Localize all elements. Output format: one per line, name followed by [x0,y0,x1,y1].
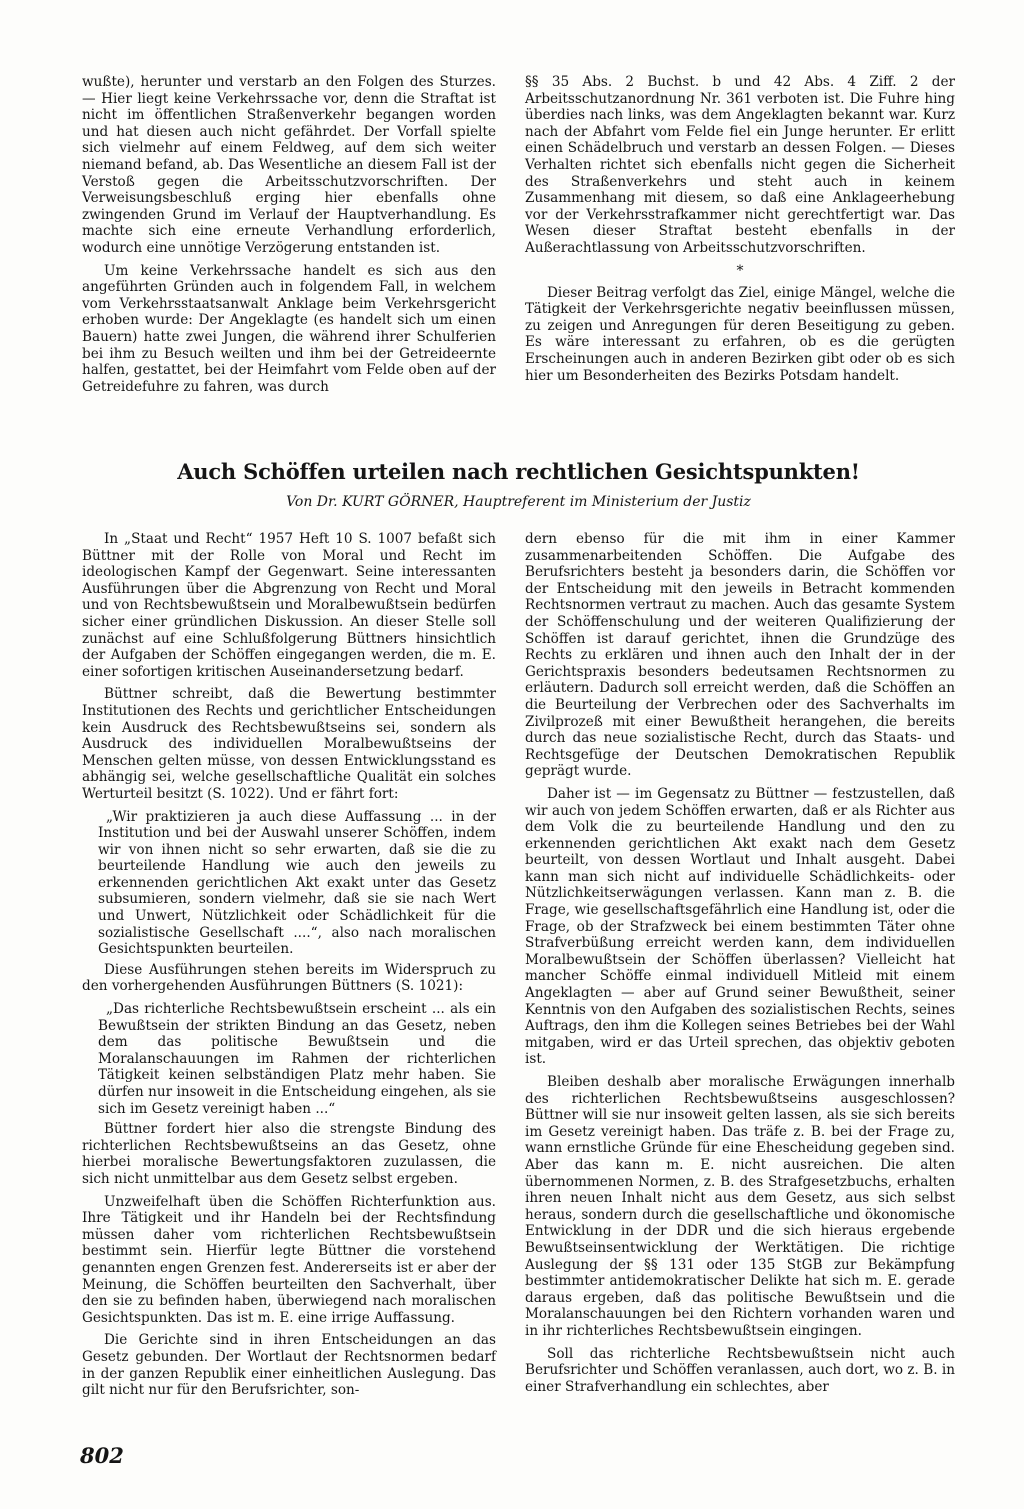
paragraph: Büttner fordert hier also die strengste Bindung des richterlichen Rechtsbewußtseins an das Gesetz, ohne hierbei moralische Bewertungsfaktoren zuzulassen, die sich nicht unmittelbar aus dem Gesetz selbst ergeben. [82,1121,496,1187]
block-quote: „Wir praktizieren ja auch diese Auffassung ... in der Institution und bei der Auswahl unserer Schöffen, indem wir von ihnen nicht so sehr erwarten, daß sie die zu beurteilende Handlung wie auch den jeweils zu erkennenden gerichtlichen Akt exakt unter das Gesetz subsumieren, sondern vielmehr, daß sie sie nach Wert und Unwert, Nützlichkeit oder Schädlichkeit für die sozialistische Gesellschaft ....“, also nach moralischen Gesichtspunkten beurteilen. [98,808,496,958]
paragraph: wußte), herunter und verstarb an den Folgen des Sturzes. — Hier liegt keine Verkehrssache vor, denn die Straftat ist nicht im öffentlichen Straßenverkehr begangen worden und hat diesen auch nicht gefährdet. Der Vorfall spielte sich vielmehr auf einem Feldweg, auf dem sich weiter niemand befand, ab. Das Wesentliche an diesem Fall ist der Verstoß gegen die Arbeitsschutzvorschriften. Der Verweisungsbeschluß erging hier ebenfalls ohne zwingenden Grund im Verlauf der Hauptverhandlung. Es machte sich eine erneute Verhandlung erforderlich, wodurch eine unnötige Verzögerung entstanden ist. [82,74,496,256]
article-byline: Von Dr. KURT GÖRNER, Hauptreferent im Ministerium der Justiz [286,494,751,510]
paragraph: Die Gerichte sind in ihren Entscheidungen an das Gesetz gebunden. Der Wortlaut der Rechtsnormen bedarf in der ganzen Republik einer einheitlichen Auslegung. Das gilt nicht nur für den Berufsrichter, son- [82,1332,496,1399]
top-right-column [525,74,955,390]
block-quote: „Das richterliche Rechtsbewußtsein erscheint ... als ein Bewußtsein der strikten Bindung an das Gesetz, neben dem das politische Bewußtsein und die Moralanschauungen im Rahmen der richterlichen Tätigkeit keinen selbständigen Platz mehr haben. Sie dürfen nur insoweit in die Entscheidung eingehen, als sie sich im Gesetz vereinigt haben ...“ [98,1001,496,1117]
section-separator: * [736,262,744,279]
paragraph: Daher ist — im Gegensatz zu Büttner — festzustellen, daß wir auch von jedem Schöffen erwarten, daß er als Richter aus dem Volk die zu beurteilende Handlung und den zu erkennenden gerichtlichen Akt exakt nach dem Gesetz beurteilt, von dessen Wortlaut und Inhalt ausgeht. Dabei kann man sich nicht auf individuelle Schädlichkeits- oder Nützlichkeitserwägungen verlassen. Kann man z. B. die Frage, wie gesellschaftsgefährlich eine Handlung ist, oder die Frage, ob der Strafzweck bei einem bestimmten Täter ohne Strafverbüßung erreicht werden kann, dem individuellen Moralbewußtsein der Schöffen überlassen? Vielleicht hat mancher Schöffe einmal individuell Mitleid mit einem Angeklagten — aber auf Grund seiner Bewußtheit, seiner Kenntnis von den Aufgaben des sozialistischen Rechts, seines Auftrags, den ihm die Kollegen seines Betriebes bei der Wahl mitgaben, wird er das Urteil sprechen, das objektiv geboten ist. [525,785,955,1068]
paragraph: Bleiben deshalb aber moralische Erwägungen innerhalb des richterlichen Rechtsbewußtseins ausgeschlossen? Büttner will sie nur insoweit gelten lassen, als sie sich bereits im Gesetz vereinigt haben. Das träfe z. B. bei der Frage zu, wann ernstliche Gründe für eine Ehescheidung gegeben sind. Aber das kann m. E. nicht ausreichen. Die alten übernommenen Normen, z. B. des Strafgesetzbuchs, erhalten ihren neuen Inhalt nicht aus dem Gesetz, aus sich selbst heraus, sondern durch die gesellschaftliche und ökonomische Entwicklung in der DDR und die sich hieraus ergebende Bewußtseinsentwicklung der Werktätigen. Die richtige Auslegung der §§ 131 oder 135 StGB zur Bekämpfung bestimmter antidemokratischer Delikte hat sich m. E. gerade daraus ergeben, daß das politische Bewußtsein und die Moralanschauungen bei den Richtern vorhanden waren und in ihr richterliches Rechtsbewußtsein eingingen. [525,1074,955,1339]
paragraph: Büttner schreibt, daß die Bewertung bestimmter Institutionen des Rechts und gerichtlicher Entscheidungen kein Ausdruck des Rechtsbewußtseins sei, sondern als Ausdruck des individuellen Moralbewußtseins der Menschen gelten müsse, von dessen Entwicklungsstand es abhängig sei, welche gesellschaftliche Qualität ein solches Werturteil besitzt (S. 1022). Und er fährt fort: [82,686,496,802]
paragraph: §§ 35 Abs. 2 Buchst. b und 42 Abs. 4 Ziff. 2 der Arbeitsschutzanordnung Nr. 361 verboten ist. Die Fuhre hing überdies nach links, was dem Angeklagten bekannt war. Kurz nach der Abfahrt vom Felde fiel ein Junge herunter. Er erlitt einen Schädelbruch und verstarb an dessen Folgen. — Dieses Verhalten richtet sich ebenfalls nicht gegen die Sicherheit des Straßenverkehrs und steht auch in keinem Zusammenhang mit diesem, so daß eine Anklageerhebung vor der Verkehrsstrafkammer nicht gerechtfertigt war. Das Wesen dieser Straftat besteht ebenfalls in der Außerachtlassung von Arbeitsschutzvorschriften. [525,74,955,256]
paragraph: Um keine Verkehrssache handelt es sich aus den angeführten Gründen auch in folgendem Fall, in welchem vom Verkehrsstaatsanwalt Anklage beim Verkehrsgericht erhoben wurde: Der Angeklagte (es handelt sich um einen Bauern) hatte zwei Jungen, die während ihrer Schulferien bei ihm zu Besuch weilten und ihm bei der Getreideernte halfen, gestattet, bei der Heimfahrt vom Felde oben auf der Getreidefuhre zu fahren, was durch [82,262,496,395]
paragraph: Soll das richterliche Rechtsbewußtsein nicht auch Berufsrichter und Schöffen veranlassen, auch dort, wo z. B. in einer Strafverhandlung ein schlechtes, aber [525,1345,955,1395]
article-left-column [82,531,496,1405]
paragraph: Diese Ausführungen stehen bereits im Widerspruch zu den vorhergehenden Ausführungen Büttners (S. 1021): [82,961,496,995]
paragraph: dern ebenso für die mit ihm in einer Kammer zusammenarbeitenden Schöffen. Die Aufgabe des Berufsrichters besteht ja besonders darin, die Schöffen vor der Entscheidung mit den jeweils in Betracht kommenden Rechtsnormen vertraut zu machen. Auch das gesamte System der Schöffenschulung und der weiteren Qualifizierung der Schöffen ist darauf gerichtet, ihnen die Grundzüge des Rechts zu erklären und ihnen auch den Inhalt der in der Gerichtspraxis besonders bedeutsamen Rechtsnormen zu erläutern. Dadurch soll erreicht werden, daß die Schöffen an die Beurteilung der Verbrechen oder des Sachverhalts im Zivilprozeß mit einer Bewußtheit herangehen, die bereits durch das neue sozialistische Recht, durch das Staats- und Rechtsgefüge der Deutschen Demokratischen Republik geprägt wurde. [525,531,955,780]
page-number: 802 [80,1443,124,1468]
top-left-column [82,74,496,401]
paragraph: Unzweifelhaft üben die Schöffen Richterfunktion aus. Ihre Tätigkeit und ihr Handeln bei der Rechtsfindung müssen daher vom richterlichen Rechtsbewußtsein bestimmt sein. Hierfür legte Büttner die vorstehend genannten engen Grenzen fest. Andererseits ist er aber der Meinung, die Schöffen beurteilten den Sachverhalt, über den sie zu befinden haben, überwiegend nach moralischen Gesichtspunkten. Das ist m. E. eine irrige Auffassung. [82,1193,496,1326]
paragraph: In „Staat und Recht“ 1957 Heft 10 S. 1007 befaßt sich Büttner mit der Rolle von Moral und Recht im ideologischen Kampf der Gegenwart. Seine interessanten Ausführungen über die Abgrenzung von Recht und Moral und von Rechtsbewußtsein und Moralbewußtsein bedürfen sicher einer gründlichen Diskussion. An dieser Stelle soll zunächst auf eine Schlußfolgerung Büttners hinsichtlich der Aufgaben der Schöffen eingegangen werden, die m. E. einer sofortigen kritischen Auseinandersetzung bedarf. [82,531,496,680]
closing-paragraph: Dieser Beitrag verfolgt das Ziel, einige Mängel, welche die Tätigkeit der Verkehrsgerichte negativ beeinflussen müssen, zu zeigen und Anregungen für deren Beseitigung zu geben. Es wäre interessant zu erfahren, ob es die gerügten Erscheinungen auch in anderen Bezirken gibt oder ob es sich hier um Besonderheiten des Bezirks Potsdam handelt. [525,284,955,384]
article-title: Auch Schöffen urteilen nach rechtlichen Gesichtspunkten! [177,459,860,484]
article-right-column [525,531,955,1401]
